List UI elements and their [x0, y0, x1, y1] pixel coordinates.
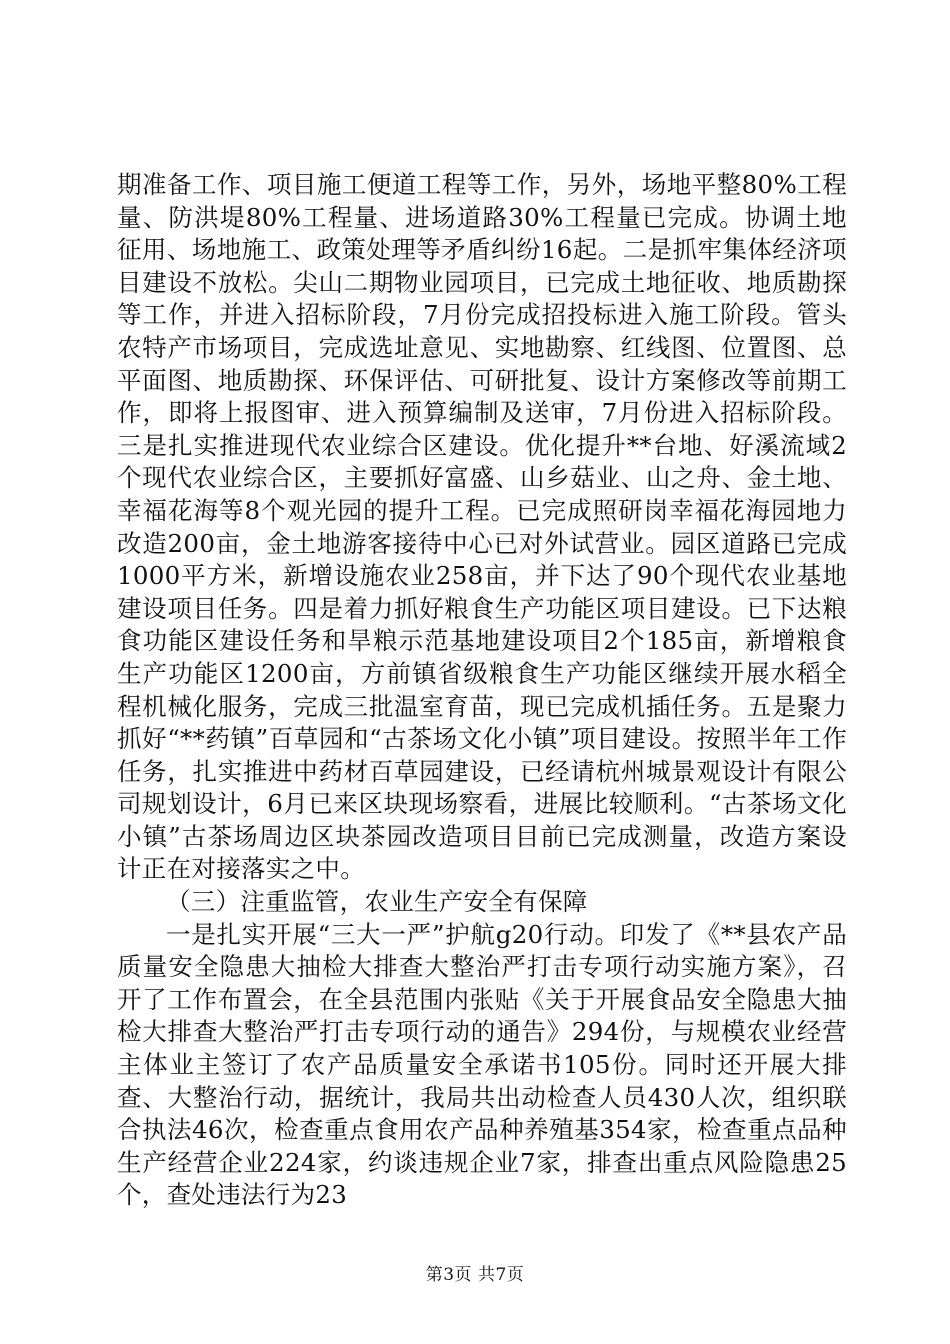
body-paragraph: 期准备工作、项目施工便道工程等工作，另外，场地平整80%工程量、防洪堤80%工程量、进场道路30%工程量已完成。协调土地征用、场地施工、政策处理等矛盾纠纷16起。二是抓牢集体经济项目建设不放松。尖山二期物业园项目，已完成土地征收、地质勘探等工作，并进入招标阶段，7月份完成招投标进入施工阶段。管头农特产市场项目，完成选址意见、实地勘察、红线图、位置图、总平面图、地质勘探、环保评估、可研批复、设计方案修改等前期工作，即将上报图审、进入预算编制及送审，7月份进入招标阶段。三是扎实推进现代农业综合区建设。优化提升**台地、好溪流域2个现代农业综合区，主要抓好富盛、山乡菇业、山之舟、金土地、幸福花海等8个观光园的提升工程。已完成照研岗幸福花海园地力改造200亩，金土地游客接待中心已对外试营业。园区道路已完成1000平方米，新增设施农业258亩，并下达了90个现代农业基地建设项目任务。四是着力抓好粮食生产功能区项目建设。已下达粮食功能区建设任务和旱粮示范基地建设项目2个185亩，新增粮食生产功能区1200亩，方前镇省级粮食生产功能区继续开展水稻全程机械化服务，完成三批温室育苗，现已完成机插任务。五是聚力抓好“**药镇”百草园和“古茶场文化小镇”项目建设。按照半年工作任务，扎实推进中药材百草园建设，已经请杭州城景观设计有限公司规划设计，6月已来区块现场察看，进展比较顺利。“古茶场文化小镇”古茶场周边区块茶园改造项目目前已完成测量，改造方案设计正在对接落实之中。: [117, 170, 847, 884]
section-paragraph: 一是扎实开展“三大一严”护航g20行动。印发了《**县农产品质量安全隐患大抽检大排查大整治严打击专项行动实施方案》，召开了工作布置会，在全县范围内张贴《关于开展食品安全隐患大抽检大排查大整治严打击专项行动的通告》294份，与规模农业经营主体业主签订了农产品质量安全承诺书105份。同时还开展大排查、大整治行动，据统计，我局共出动检查人员430人次，组织联合执法46次，检查重点食用农产品种养殖基354家，检查重点品种生产经营企业224家，约谈违规企业7家，排查出重点风险隐患25个，查处违法行为23: [117, 919, 847, 1210]
section-heading: （三）注重监管，农业生产安全有保障: [166, 887, 588, 917]
page-footer: 第3页 共7页: [425, 1265, 525, 1285]
document-body: [117, 169, 847, 1212]
